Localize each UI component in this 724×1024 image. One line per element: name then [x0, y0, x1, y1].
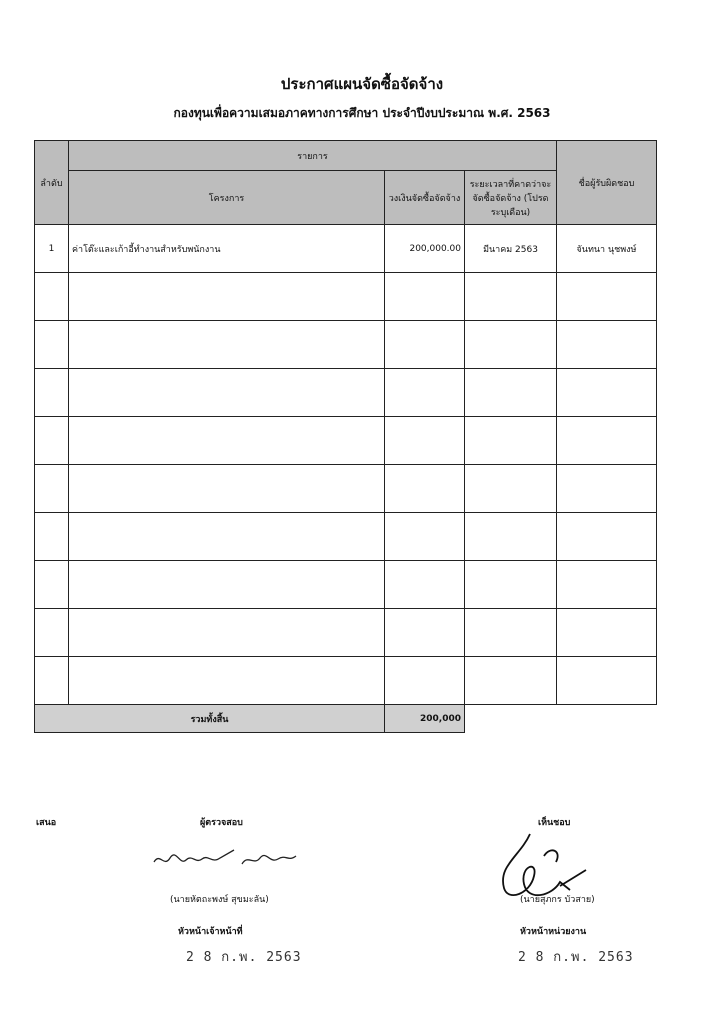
cell-period	[465, 657, 557, 705]
cell-budget	[385, 657, 465, 705]
approver-label: เห็นชอบ	[538, 818, 571, 828]
cell-responsible	[557, 273, 657, 321]
header-budget: วงเงินจัดซื้อจัดจ้าง	[385, 171, 465, 225]
cell-responsible	[557, 657, 657, 705]
cell-project	[69, 465, 385, 513]
total-blank	[465, 705, 657, 733]
cell-period	[465, 513, 557, 561]
cell-no	[35, 465, 69, 513]
cell-period	[465, 369, 557, 417]
cell-project	[69, 273, 385, 321]
cell-responsible	[557, 609, 657, 657]
approver-position: หัวหน้าหน่วยงาน	[520, 927, 587, 937]
table-row	[35, 417, 657, 465]
cell-project	[69, 321, 385, 369]
cell-period	[465, 321, 557, 369]
cell-responsible	[557, 465, 657, 513]
cell-no	[35, 657, 69, 705]
cell-no	[35, 513, 69, 561]
approver-date-stamp: 2 8 ก.พ. 2563	[518, 950, 634, 965]
total-value: 200,000	[385, 705, 465, 733]
cell-responsible	[557, 369, 657, 417]
cell-budget: 200,000.00	[385, 225, 465, 273]
cell-budget	[385, 513, 465, 561]
cell-no	[35, 561, 69, 609]
header-responsible: ชื่อผู้รับผิดชอบ	[557, 141, 657, 225]
cell-period	[465, 609, 557, 657]
cell-budget	[385, 465, 465, 513]
reviewer-name: (นายหัตถะพงษ์ สุขมะลัน)	[170, 895, 269, 905]
table-row	[35, 657, 657, 705]
table-row	[35, 513, 657, 561]
cell-responsible	[557, 513, 657, 561]
total-label: รวมทั้งสิ้น	[35, 705, 385, 733]
header-project: โครงการ	[69, 171, 385, 225]
cell-budget	[385, 561, 465, 609]
table-row	[35, 225, 657, 273]
cell-project	[69, 657, 385, 705]
cell-project	[69, 513, 385, 561]
cell-budget	[385, 417, 465, 465]
cell-period	[465, 561, 557, 609]
table-row	[35, 369, 657, 417]
reviewer-date-stamp: 2 8 ก.พ. 2563	[186, 950, 302, 965]
cell-period	[465, 273, 557, 321]
cell-budget	[385, 321, 465, 369]
cell-period	[465, 465, 557, 513]
document-subtitle: กองทุนเพื่อความเสมอภาคทางการศึกษา ประจำปีงบประมาณ พ.ศ. 2563	[173, 106, 551, 120]
document-title: ประกาศแผนจัดซื้อจัดจ้าง	[280, 75, 444, 93]
reviewer-label: ผู้ตรวจสอบ	[200, 818, 243, 828]
header-period: ระยะเวลาที่คาดว่าจะจัดซื้อจัดจ้าง (โปรดระบุเดือน)	[465, 171, 557, 225]
total-row	[35, 705, 657, 733]
cell-responsible: จันทนา นุชพงษ์	[557, 225, 657, 273]
cell-period: มีนาคม 2563	[465, 225, 557, 273]
cell-responsible	[557, 321, 657, 369]
cell-responsible	[557, 417, 657, 465]
cell-no	[35, 273, 69, 321]
cell-project: ค่าโต๊ะและเก้าอี้ทำงานสำหรับพนักงาน	[69, 225, 385, 273]
cell-project	[69, 609, 385, 657]
reviewer-position: หัวหน้าเจ้าหน้าที่	[178, 927, 243, 937]
table-row	[35, 273, 657, 321]
approver-name: (นายสุภกร บัวสาย)	[520, 895, 595, 905]
cell-project	[69, 561, 385, 609]
table-row	[35, 321, 657, 369]
cell-period	[465, 417, 557, 465]
header-no: ลำดับ	[35, 141, 69, 225]
cell-project	[69, 369, 385, 417]
cell-no	[35, 321, 69, 369]
cell-budget	[385, 369, 465, 417]
cell-budget	[385, 609, 465, 657]
table-row	[35, 465, 657, 513]
cell-project	[69, 417, 385, 465]
cell-no	[35, 609, 69, 657]
table-row	[35, 561, 657, 609]
cell-no	[35, 417, 69, 465]
cell-responsible	[557, 561, 657, 609]
propose-label: เสนอ	[36, 818, 57, 828]
table-row	[35, 609, 657, 657]
procurement-plan-table	[34, 140, 657, 733]
header-items-group: รายการ	[69, 141, 557, 171]
reviewer-signature	[150, 842, 310, 876]
cell-no	[35, 369, 69, 417]
cell-budget	[385, 273, 465, 321]
cell-no: 1	[35, 225, 69, 273]
